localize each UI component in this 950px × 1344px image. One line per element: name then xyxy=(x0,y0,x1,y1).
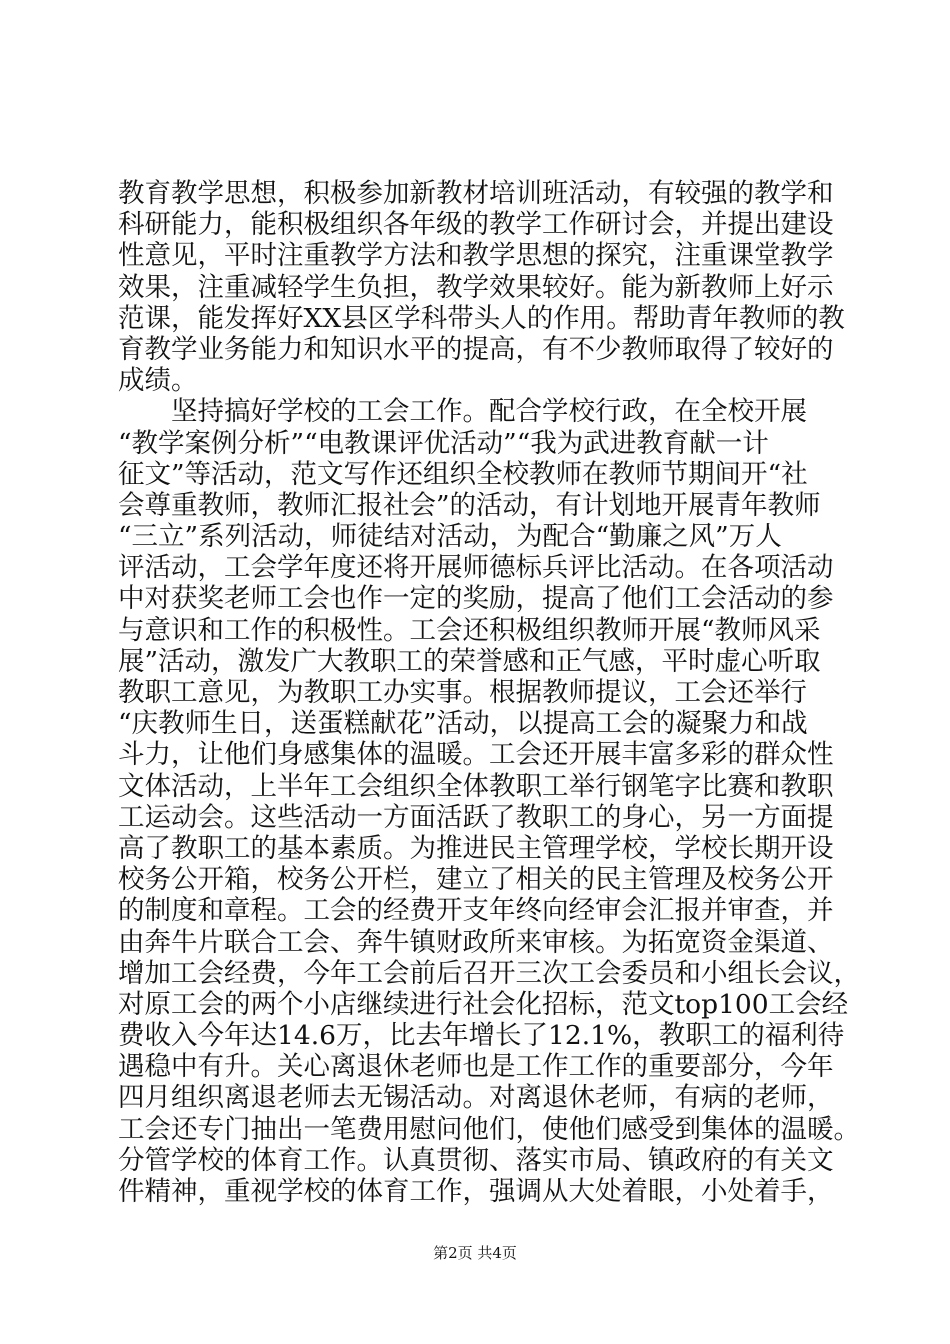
text-line: 分管学校的体育工作。认真贯彻、落实市局、镇政府的有关文 xyxy=(118,1144,834,1176)
text-line: 工运动会。这些活动一方面活跃了教职工的身心，另一方面提 xyxy=(118,801,834,833)
text-line: 坚持搞好学校的工会工作。配合学校行政，在全校开展 xyxy=(118,396,807,428)
text-line: 育教学业务能力和知识水平的提高，有不少教师取得了较好的 xyxy=(118,333,834,365)
text-line: 展”活动，激发广大教职工的荣誉感和正气感，平时虚心听取 xyxy=(118,645,821,677)
text-line: 效果，注重减轻学生负担，教学效果较好。能为新教师上好示 xyxy=(118,271,834,303)
text-line: “三立”系列活动，师徒结对活动，为配合“勤廉之风”万人 xyxy=(118,521,782,553)
text-line: “庆教师生日，送蛋糕献花”活动，以提高工会的凝聚力和战 xyxy=(118,708,808,740)
text-line: 中对获奖老师工会也作一定的奖励，提高了他们工会活动的参 xyxy=(118,583,834,615)
body-text xyxy=(118,178,860,1207)
text-line: 遇稳中有升。关心离退休老师也是工作工作的重要部分，今年 xyxy=(118,1051,834,1083)
text-line: 件精神，重视学校的体育工作，强调从大处着眼，小处着手， xyxy=(118,1176,834,1207)
text-line: 校务公开箱，校务公开栏，建立了相关的民主管理及校务公开 xyxy=(118,864,834,896)
text-line: 科研能力，能积极组织各年级的教学工作研讨会，并提出建设 xyxy=(118,209,834,241)
text-line: 由奔牛片联合工会、奔牛镇财政所来审核。为拓宽资金渠道、 xyxy=(118,926,834,958)
text-line: 文体活动，上半年工会组织全体教职工举行钢笔字比赛和教职 xyxy=(118,770,834,802)
text-line: 对原工会的两个小店继续进行社会化招标，范文top100工会经 xyxy=(118,988,849,1020)
text-line: 高了教职工的基本素质。为推进民主管理学校，学校长期开设 xyxy=(118,832,834,864)
text-line: 四月组织离退老师去无锡活动。对离退休老师，有病的老师， xyxy=(118,1082,834,1114)
text-line: 教职工意见，为教职工办实事。根据教师提议，工会还举行 xyxy=(118,677,807,708)
text-line: 工会还专门抽出一笔费用慰问他们，使他们感受到集体的温暖。 xyxy=(118,1113,860,1145)
page-number-footer: 第2页 共4页 xyxy=(433,1244,517,1262)
text-line: 会尊重教师，教师汇报社会”的活动，有计划地开展青年教师 xyxy=(118,489,821,521)
text-line: 性意见，平时注重教学方法和教学思想的探究，注重课堂教学 xyxy=(118,240,834,272)
text-line: 范课，能发挥好XX县区学科带头人的作用。帮助青年教师的教 xyxy=(118,302,845,334)
text-line: 的制度和章程。工会的经费开支年终向经审会汇报并审查，并 xyxy=(118,895,834,927)
text-line: 斗力，让他们身感集体的温暖。工会还开展丰富多彩的群众性 xyxy=(118,739,834,771)
text-line: 成绩。 xyxy=(118,365,198,397)
text-line: 评活动，工会学年度还将开展师德标兵评比活动。在各项活动 xyxy=(118,552,834,584)
text-line: 教育教学思想，积极参加新教材培训班活动，有较强的教学和 xyxy=(118,178,834,209)
text-line: 征文”等活动，范文写作还组织全校教师在教师节期间开“社 xyxy=(118,458,808,490)
text-line: 增加工会经费，今年工会前后召开三次工会委员和小组长会议， xyxy=(118,957,860,989)
text-line: “教学案例分析”“电教课评优活动”“我为武进教育献一计 xyxy=(118,427,769,459)
text-line: 与意识和工作的积极性。工会还积极组织教师开展“教师风采 xyxy=(118,614,821,646)
text-line: 费收入今年达14.6万，比去年增长了12.1%，教职工的福利待 xyxy=(118,1020,845,1052)
